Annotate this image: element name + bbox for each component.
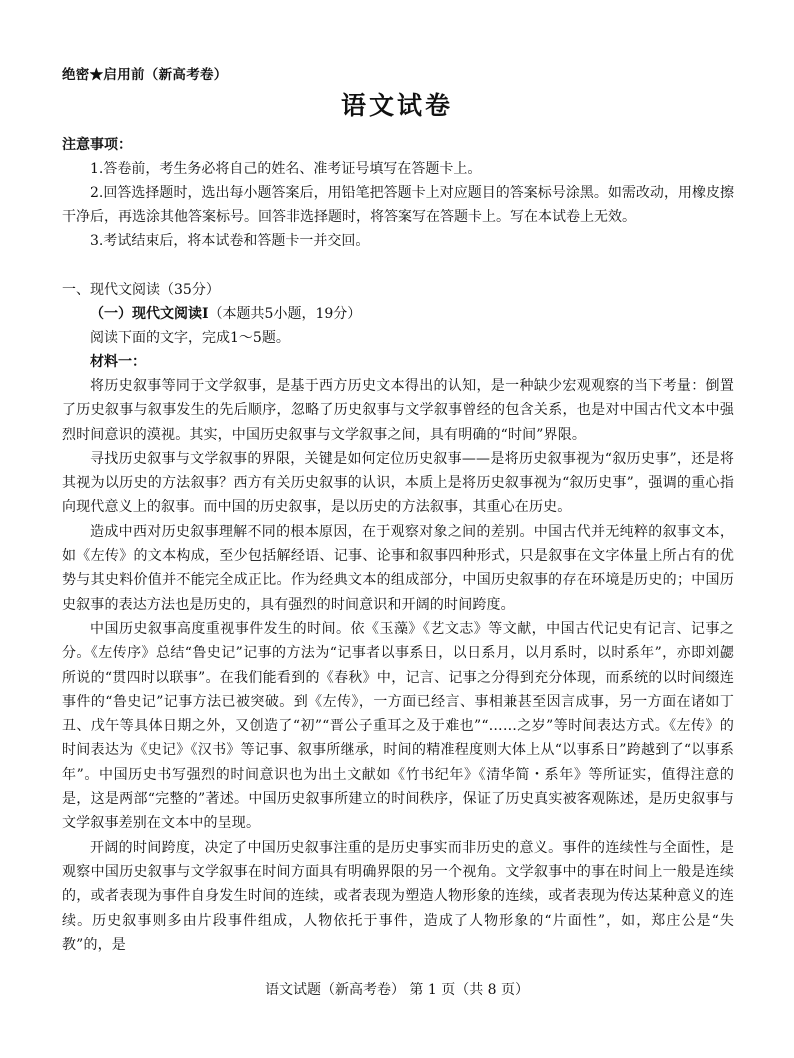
sub-section-name: （一）现代文阅读Ⅰ [90, 306, 209, 322]
material-label: 材料一： [90, 354, 146, 370]
sub-section-score: （本题共5小题，19分） [208, 306, 362, 322]
notice-list [62, 157, 734, 253]
classification-label: 绝密★启用前（新高考卷） [62, 67, 228, 83]
page-title: 语文试卷 [340, 91, 453, 120]
notice-heading: 注意事项： [62, 137, 132, 153]
reading-passage [62, 374, 734, 957]
notice-item: 2.回答选择题时，选出每小题答案后，用铅笔把答题卡上对应题目的答案标号涂黑。如需改动，用橡皮擦干净后，再选涂其他答案标号。回答非选择题时，将答案写在答题卡上。写在本试卷上无效。 [62, 185, 734, 225]
passage-paragraph: 造成中西对历史叙事理解不同的根本原因，在于观察对象之间的差别。中国古代并无纯粹的叙事文本，如《左传》的文本构成，至少包括解经语、记事、论事和叙事四种形式，只是叙事在文字体量上所占有的优势与其史料价值并不能完全成正比。作为经典文本的组成部分，中国历史叙事的存在环境是历史的；中国历史叙事的表达方法也是历史的，具有强烈的时间意识和开阔的时间跨度。 [62, 523, 734, 613]
passage-paragraph: 中国历史叙事高度重视事件发生的时间。依《玉藻》《艺文志》等文献，中国古代记史有记言、记事之分。《左传序》总结“鲁史记”记事的方法为“记事者以事系日，以日系月，以月系时，以时系年”，亦即刘勰所说的“贯四时以联事”。在我们能看到的《春秋》中，记言、记事之分得到充分体现，而系统的以时间缀连事件的“鲁史记”记事方法已被突破。到《左传》，一方面已经言、事相兼甚至因言成事，另一方面在诸如丁丑、戊午等具体日期之外，又创造了“初”“晋公子重耳之及于难也”“……之岁”等时间表达方式。《左传》的时间表达为《史记》《汉书》等记事、叙事所继承，时间的精准程度则大体上从“以事系日”跨越到了“以事系年”。中国历史书写强烈的时间意识也为出土文献如《竹书纪年》《清华简・系年》等所证实，值得注意的是，这是两部“完整的”著述。中国历史叙事所建立的时间秩序，保证了历史真实被客观陈述，是历史叙事与文学叙事差别在文本中的呈现。 [62, 620, 734, 832]
page-footer: 语文试题（新高考卷） 第 1 页（共 8 页） [264, 982, 530, 998]
notice-item: 1.答卷前，考生务必将自己的姓名、准考证号填写在答题卡上。 [90, 161, 482, 177]
section-title: 一、现代文阅读（35分） [62, 282, 220, 298]
notice-item: 3.考试结束后，将本试卷和答题卡一并交回。 [90, 233, 370, 249]
reading-instruction: 阅读下面的文字，完成1～5题。 [90, 330, 290, 346]
passage-paragraph: 寻找历史叙事与文学叙事的界限，关键是如何定位历史叙事——是将历史叙事视为“叙历史事”，还是将其视为以历史的方法叙事？西方有关历史叙事的认识，本质上是将历史叙事视为“叙历史事”，强调的重心指向现代意义上的叙事。而中国的历史叙事，是以历史的方法叙事，其重心在历史。 [62, 450, 734, 516]
passage-paragraph: 开阔的时间跨度，决定了中国历史叙事注重的是历史事实而非历史的意义。事件的连续性与全面性，是观察中国历史叙事与文学叙事在时间方面具有明确界限的另一个视角。文学叙事中的事在时间上一般是连续的，或者表现为事件自身发生时间的连续，或者表现为塑造人物形象的连续，或者表现为传达某种意义的连续。历史叙事则多由片段事件组成，人物依托于事件，造成了人物形象的“片面性”，如，郑庄公是“失教”的，是 [62, 839, 734, 953]
sub-section-title [90, 302, 361, 326]
passage-paragraph: 将历史叙事等同于文学叙事，是基于西方历史文本得出的认知，是一种缺少宏观观察的当下考量：倒置了历史叙事与叙事发生的先后顺序，忽略了历史叙事与文学叙事曾经的包含关系，也是对中国古代文本中强烈时间意识的漠视。其实，中国历史叙事与文学叙事之间，具有明确的“时间”界限。 [62, 378, 734, 443]
